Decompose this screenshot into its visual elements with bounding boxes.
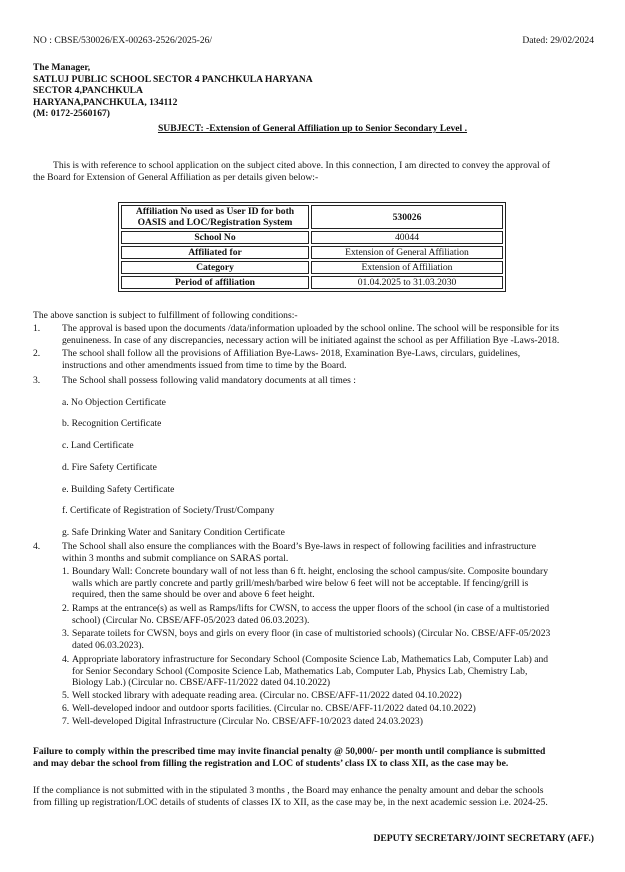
facility-text: Ramps at the entrance(s) as well as Ramps/lifts for CWSN, to access the upper floors of the school (in case of a multistoried [72, 603, 550, 614]
penalty-line-2: and may debar the school from filling the registration and LOC of students’ class IX to class XII, as the case may be. [33, 757, 509, 769]
facility-number: 1. [62, 566, 70, 577]
document-item: c. Land Certificate [62, 440, 134, 451]
address-line-3: SECTOR 4,PANCHKULA [33, 85, 143, 97]
period-label: Period of affiliation [121, 276, 309, 289]
facility-text: Boundary Wall: Concrete boundary wall of not less than 6 ft. height, enclosing the school campus/site. Composite boundary [72, 566, 548, 577]
condition-text: instructions and other amendments issued from time to time by the Board. [62, 359, 347, 371]
condition-2 [33, 348, 593, 371]
affiliation-no-label [121, 205, 309, 229]
facility-text: for Senior Secondary School (Composite Science Lab, Mathematics Lab, Computer Lab, Physics Lab, Chemistry Lab, [72, 665, 528, 677]
table-row [121, 261, 503, 274]
facility-number: 4. [62, 654, 70, 665]
facility-number: 2. [62, 603, 70, 614]
recipient-address [33, 62, 313, 120]
followup-line-2: from filling up registration/LOC details of students of classes IX to XII, as the case may be, in the next academic session i.e. 2024-25. [33, 796, 548, 808]
document-item: d. Fire Safety Certificate [62, 462, 157, 473]
condition-text: genuineness. In case of any discrepancies, necessary action will be initiated against the school as per Affiliation Bye -Laws-2018. [62, 334, 560, 346]
condition-1 [33, 323, 593, 346]
followup-line-1: If the compliance is not submitted with in the stipulated 3 months , the Board may enhance the penalty amount and debar the schools [33, 785, 544, 796]
facility-item-4 [62, 654, 597, 689]
condition-number: 3. [33, 375, 41, 386]
label-line: OASIS and LOC/Registration System [137, 217, 293, 228]
letter-date: Dated: 29/02/2024 [522, 35, 594, 46]
condition-number: 1. [33, 323, 41, 334]
address-line-2: SATLUJ PUBLIC SCHOOL SECTOR 4 PANCHKULA HARYANA [33, 73, 313, 85]
facility-number: 5. [62, 690, 70, 701]
address-line-1: The Manager, [33, 62, 91, 73]
period-value: 01.04.2025 to 31.03.2030 [311, 276, 503, 289]
facility-item-3 [62, 628, 597, 651]
document-item: a. No Objection Certificate [62, 397, 166, 408]
facility-text: walls which are partly concrete and partly grill/mesh/barbed wire below 6 feet will not be acceptable. If fencing/grill is [72, 577, 529, 589]
facility-item-2 [62, 603, 597, 626]
document-item: g. Safe Drinking Water and Sanitary Condition Certificate [62, 527, 285, 538]
facility-item-1 [62, 566, 597, 601]
condition-text: The School shall also ensure the compliances with the Board’s Bye-laws in respect of following facilities and infrastructure [62, 541, 536, 552]
intro-line-1: This is with reference to school application on the subject cited above. In this connection, I am directed to convey the approval of [53, 160, 551, 171]
facility-number: 6. [62, 703, 70, 714]
table-row [121, 231, 503, 244]
document-item: e. Building Safety Certificate [62, 484, 175, 495]
document-item: f. Certificate of Registration of Society/Trust/Company [62, 505, 275, 516]
reference-number: NO : CBSE/530026/EX-00263-2526/2025-26/ [33, 35, 213, 46]
category-value: Extension of Affiliation [311, 261, 503, 274]
facility-text: required, then the same should be over and above 6 feet height. [72, 589, 315, 600]
condition-text: within 3 months and submit compliance on SARAS portal. [62, 552, 289, 564]
facility-text: Well-developed indoor and outdoor sports facilities. (Circular no. CBSE/AFF-11/2022 dated 04.10.2022) [72, 703, 476, 714]
signatory-title: DEPUTY SECRETARY/JOINT SECRETARY (AFF.) [373, 833, 594, 844]
condition-number: 2. [33, 348, 41, 359]
affiliation-no-value: 530026 [311, 205, 503, 229]
intro-line-2: the Board for Extension of General Affiliation as per details given below:- [33, 171, 319, 183]
followup-paragraph [33, 785, 598, 808]
condition-number: 4. [33, 541, 41, 552]
facility-text: school) (Circular No. CBSE/AFF-05/2023 dated 06.03.2023). [72, 614, 310, 626]
subject-line: SUBJECT: -Extension of General Affiliation up to Senior Secondary Level . [157, 123, 468, 134]
condition-3 [33, 375, 593, 387]
facility-item-7 [62, 716, 597, 728]
facility-number: 7. [62, 716, 70, 727]
conditions-intro: The above sanction is subject to fulfillment of following conditions:- [33, 310, 298, 321]
affiliated-for-label: Affiliated for [121, 246, 309, 259]
facility-text: Separate toilets for CWSN, boys and girls on every floor (in case of multistoried schools) (Circular No. CBSE/AFF-05/2023 [72, 628, 551, 639]
table-row [121, 205, 503, 229]
penalty-line-1: Failure to comply within the prescribed time may invite financial penalty @ 50,000/- per month until compliance is submitted [33, 746, 546, 757]
facility-text: Biology Lab.) (Circular no. CBSE/AFF-11/2022 dated 04.10.2022) [72, 677, 331, 688]
facility-text: Appropriate laboratory infrastructure for Secondary School (Composite Science Lab, Mathematics Lab, Computer Lab) and [72, 654, 549, 665]
facility-item-6 [62, 703, 597, 715]
label-line: Affiliation No used as User ID for both [135, 206, 295, 217]
affiliation-details-table [118, 202, 506, 292]
facility-text: dated 06.03.2023). [72, 639, 144, 651]
penalty-notice [33, 746, 598, 769]
condition-4 [33, 541, 593, 564]
facility-item-5 [62, 690, 597, 702]
category-label: Category [121, 261, 309, 274]
intro-paragraph [33, 160, 598, 183]
facility-number: 3. [62, 628, 70, 639]
condition-text: The School shall possess following valid mandatory documents at all times : [62, 375, 356, 386]
facility-text: Well stocked library with adequate reading area. (Circular no. CBSE/AFF-11/2022 dated 04.10.2022) [72, 690, 462, 701]
school-no-label: School No [121, 231, 309, 244]
document-item: b. Recognition Certificate [62, 418, 162, 429]
facility-text: Well-developed Digital Infrastructure (Circular No. CBSE/AFF-10/2023 dated 24.03.2023) [72, 716, 423, 727]
address-line-5: (M: 0172-2560167) [33, 108, 110, 120]
condition-text: The approval is based upon the documents /data/information uploaded by the school online. The school will be responsible for its [62, 323, 559, 334]
condition-text: The school shall follow all the provisions of Affiliation Bye-Laws- 2018, Examination Bye-Laws, circulars, guidelines, [62, 348, 521, 359]
table-row [121, 276, 503, 289]
address-line-4: HARYANA,PANCHKULA, 134112 [33, 96, 178, 108]
school-no-value: 40044 [311, 231, 503, 244]
table-row [121, 246, 503, 259]
affiliated-for-value: Extension of General Affiliation [311, 246, 503, 259]
